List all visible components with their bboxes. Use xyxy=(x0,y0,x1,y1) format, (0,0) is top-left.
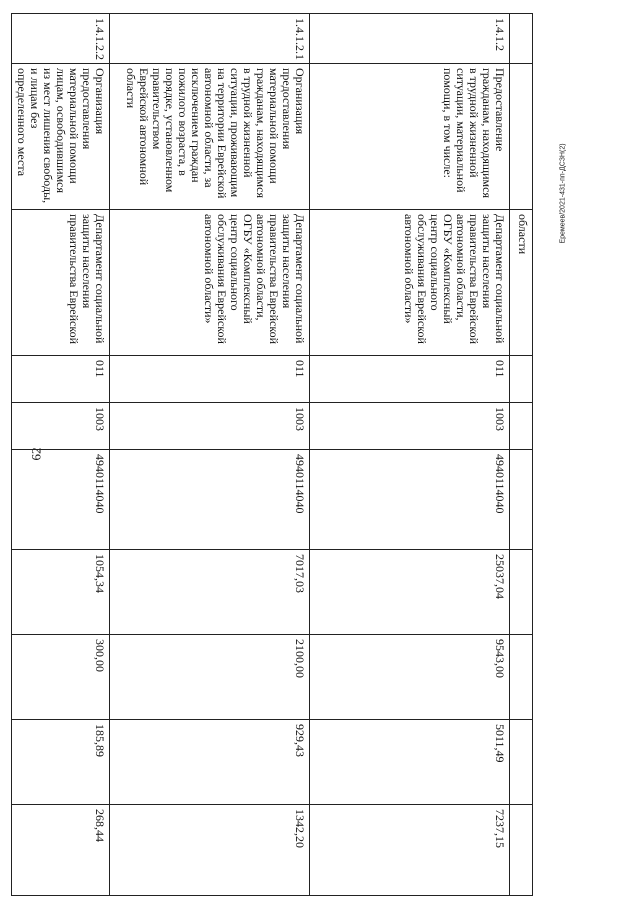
header-cell xyxy=(510,64,533,210)
row-year-3: 7237,15 xyxy=(310,805,510,896)
row-year-3: 268,44 xyxy=(12,805,110,896)
row-code: 1.4.1.2 xyxy=(310,14,510,64)
row-rzpr: 1003 xyxy=(310,403,510,450)
header-cell xyxy=(510,635,533,720)
row-total: 1054,34 xyxy=(12,550,110,635)
row-grbs: 011 xyxy=(310,356,510,403)
row-year-1: 300,00 xyxy=(12,635,110,720)
header-cell xyxy=(510,403,533,450)
row-name: Организация предоставления материальной помощи лицам, освободившимся из мест лишения свободы, и лицам без определенного места xyxy=(12,64,110,210)
table-row xyxy=(310,14,510,896)
row-csr: 4940114040 xyxy=(12,450,110,550)
header-cell xyxy=(510,14,533,64)
row-rzpr: 1003 xyxy=(110,403,310,450)
page-number: 62 xyxy=(28,447,44,461)
row-code: 1.4.1.2.2 xyxy=(12,14,110,64)
header-cell xyxy=(510,450,533,550)
table-header-row xyxy=(510,14,533,896)
row-year-2: 185,89 xyxy=(12,720,110,805)
row-grbs: 011 xyxy=(12,356,110,403)
row-executor: Департамент социальной защиты населения правительства Еврейской xyxy=(12,210,110,356)
row-executor: Департамент социальной защиты населения правительства Еврейской автономной области, ОГБУ «Комплексный центр социального обслуживания Еврейской автономной области» xyxy=(310,210,510,356)
table-row xyxy=(12,14,110,896)
row-csr: 4940114040 xyxy=(310,450,510,550)
document-code: Еремеев/2021-431-пп-ДСЗН(2) xyxy=(559,143,567,244)
row-year-2: 929,43 xyxy=(110,720,310,805)
budget-table xyxy=(11,13,533,896)
header-cell xyxy=(510,720,533,805)
table-row xyxy=(110,14,310,896)
header-cell xyxy=(510,805,533,896)
row-csr: 4940114040 xyxy=(110,450,310,550)
header-cell xyxy=(510,356,533,403)
row-total: 25037,04 xyxy=(310,550,510,635)
row-rzpr: 1003 xyxy=(12,403,110,450)
row-code: 1.4.1.2.1 xyxy=(110,14,310,64)
row-executor: Департамент социальной защиты населения правительства Еврейской автономной области, ОГБУ «Комплексный центр социального обслуживания Еврейской автономной области» xyxy=(110,210,310,356)
row-year-2: 5011,49 xyxy=(310,720,510,805)
row-name: Организация предоставления материальной помощи гражданам, находящимся в трудной жизненной ситуации, проживающим на территории Еврейской автономной области, за исключением граждан пожилого возраста, в порядке, установленном правительством Еврейской автономной области xyxy=(110,64,310,210)
row-total: 7017,03 xyxy=(110,550,310,635)
row-year-1: 2100,00 xyxy=(110,635,310,720)
row-grbs: 011 xyxy=(110,356,310,403)
row-year-1: 9543,00 xyxy=(310,635,510,720)
row-year-3: 1342,20 xyxy=(110,805,310,896)
header-cell: области xyxy=(510,210,533,356)
row-name: Предоставление гражданам, находящимся в трудной жизненной ситуации, материальной помощи, в том числе: xyxy=(310,64,510,210)
header-cell xyxy=(510,550,533,635)
